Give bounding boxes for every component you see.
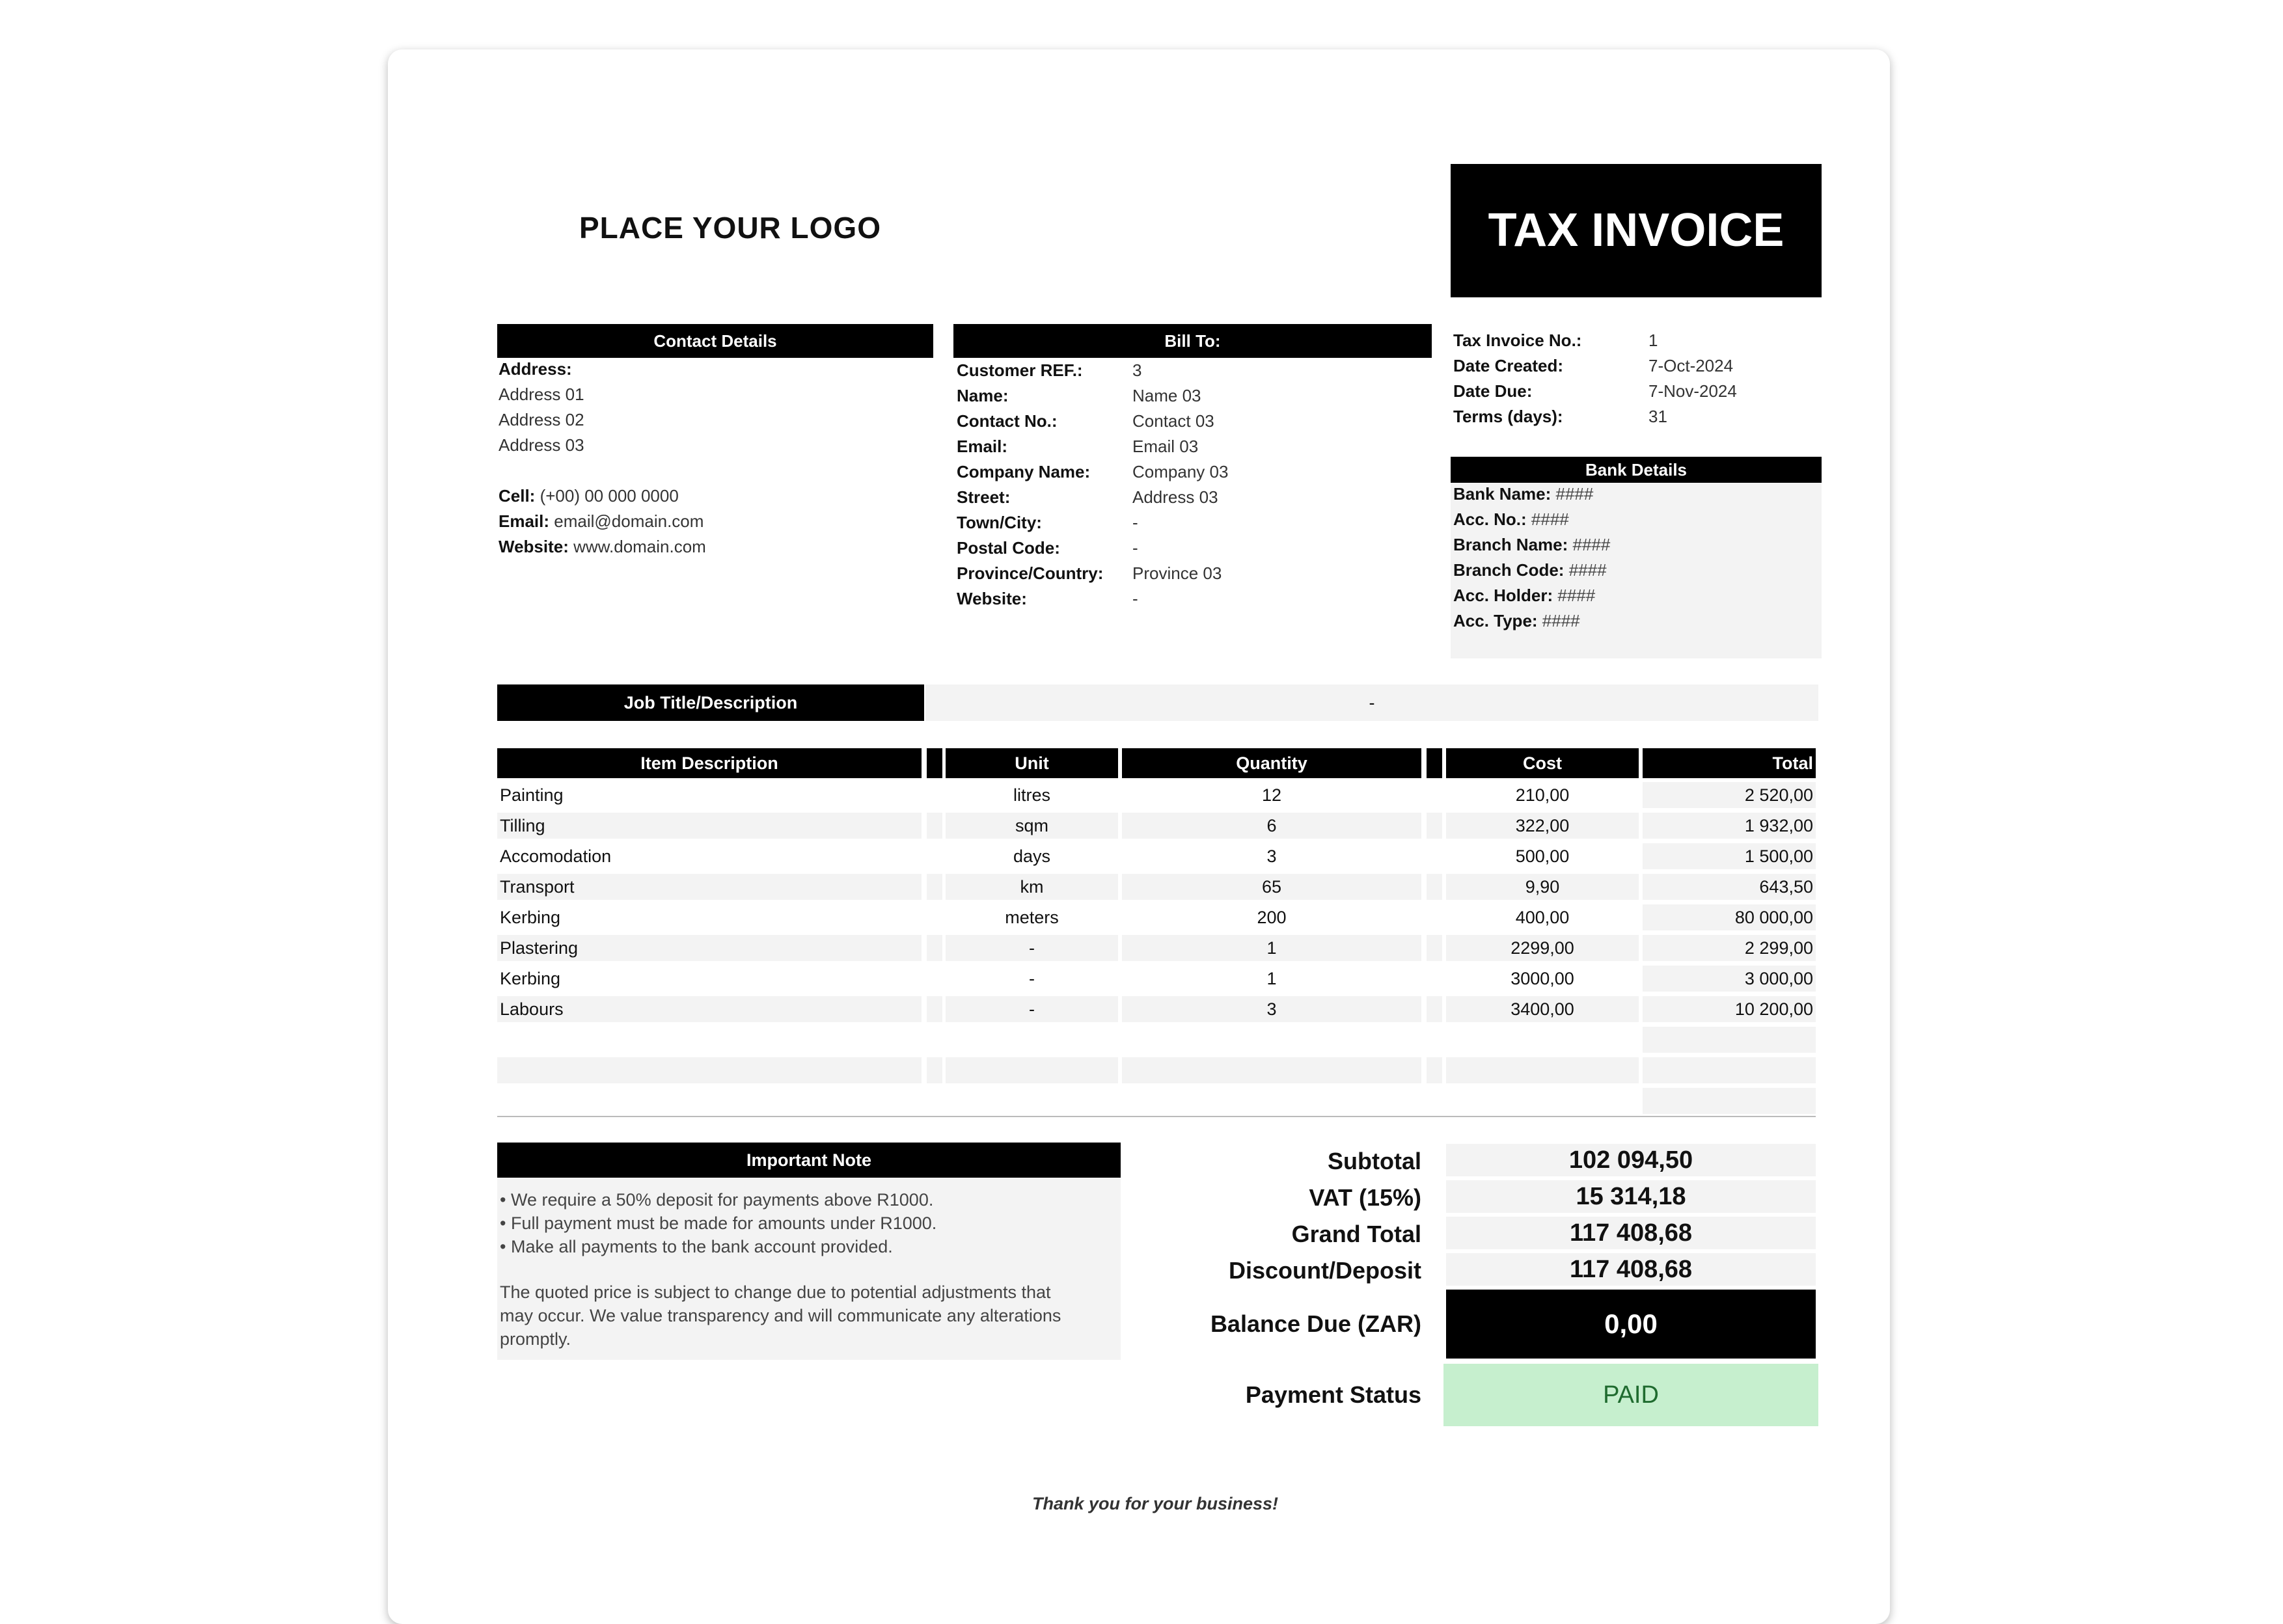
item-cost-cell[interactable] xyxy=(1446,1088,1639,1114)
item-cost-cell[interactable]: 500,00 xyxy=(1515,846,1570,866)
item-description-cell[interactable] xyxy=(497,1088,922,1114)
subtotal-label: Subtotal xyxy=(1328,1148,1421,1174)
important-note-header: Important Note xyxy=(497,1143,1121,1178)
date-created-value: 7-Oct-2024 xyxy=(1648,356,1734,375)
important-note-bullets xyxy=(500,1188,936,1258)
address-line-3: Address 03 xyxy=(499,435,584,455)
document-title: TAX INVOICE xyxy=(1451,164,1822,297)
vat-value: 15 314,18 xyxy=(1446,1180,1816,1213)
invoice-info-labels xyxy=(1453,328,1581,429)
email-row xyxy=(499,509,706,534)
cell-row xyxy=(499,483,706,509)
important-note-paragraph xyxy=(500,1280,1061,1351)
bill-to-label: Province/Country: xyxy=(957,563,1104,583)
bill-to-labels xyxy=(957,358,1103,612)
item-description-cell[interactable]: Kerbing xyxy=(500,969,561,988)
bill-to-value: Address 03 xyxy=(1132,487,1218,507)
bill-to-value: - xyxy=(1132,538,1138,558)
item-total-cell[interactable]: 3 000,00 xyxy=(1643,966,1816,992)
job-title-value[interactable]: - xyxy=(925,684,1818,721)
invoice-number-value: 1 xyxy=(1648,331,1658,350)
spacer-cell xyxy=(927,782,942,808)
item-quantity-cell[interactable]: 200 xyxy=(1257,908,1287,927)
spacer-cell xyxy=(1427,935,1442,961)
cell-value: (+00) 00 000 0000 xyxy=(540,486,679,506)
bill-to-label: Email: xyxy=(957,437,1008,456)
bill-to-label: Customer REF.: xyxy=(957,360,1083,380)
spacer-cell xyxy=(1427,966,1442,992)
bill-to-value: Email 03 xyxy=(1132,437,1199,456)
bank-field-label: Branch Code: xyxy=(1453,560,1565,580)
item-total-cell[interactable]: 1 932,00 xyxy=(1643,813,1816,839)
item-cost-cell[interactable] xyxy=(1446,1027,1639,1053)
spacer-cell xyxy=(1427,813,1442,839)
bill-to-label: Name: xyxy=(957,386,1009,405)
item-unit-cell[interactable]: - xyxy=(1029,969,1035,988)
address-line-2: Address 02 xyxy=(499,410,584,429)
spacer-cell xyxy=(927,935,942,961)
spacer-cell xyxy=(1427,1088,1442,1114)
column-header-unit: Unit xyxy=(946,748,1118,778)
payment-status-badge: PAID xyxy=(1443,1364,1818,1426)
spacer-cell xyxy=(1427,1027,1442,1053)
email-label: Email: xyxy=(499,511,550,531)
item-quantity-cell[interactable]: 3 xyxy=(1266,846,1277,866)
discount-value: 117 408,68 xyxy=(1446,1253,1816,1286)
item-unit-cell[interactable] xyxy=(946,1088,1118,1114)
bank-field-value: #### xyxy=(1531,509,1569,529)
item-cost-cell[interactable]: 400,00 xyxy=(1515,908,1570,927)
website-label: Website: xyxy=(499,537,569,556)
spacer-cell xyxy=(1427,996,1442,1022)
item-total-cell[interactable] xyxy=(1643,1027,1816,1053)
bank-field-label: Acc. Type: xyxy=(1453,611,1538,630)
date-due-label: Date Due: xyxy=(1453,381,1533,401)
item-unit-cell[interactable] xyxy=(946,1027,1118,1053)
spacer-cell xyxy=(927,966,942,992)
column-header-spacer xyxy=(927,748,942,778)
column-header-description: Item Description xyxy=(497,748,922,778)
item-quantity-cell[interactable] xyxy=(1122,1088,1421,1114)
item-quantity-cell[interactable]: 65 xyxy=(1122,874,1421,900)
balance-due-value: 0,00 xyxy=(1446,1290,1816,1359)
bill-to-value: - xyxy=(1132,513,1138,532)
bank-details xyxy=(1453,481,1610,634)
address-line-1: Address 01 xyxy=(499,385,584,404)
spacer-cell xyxy=(927,874,942,900)
bill-to-label: Postal Code: xyxy=(957,538,1060,558)
bill-to-label: Town/City: xyxy=(957,513,1042,532)
item-total-cell[interactable] xyxy=(1643,1088,1816,1114)
bill-to-label: Contact No.: xyxy=(957,411,1058,431)
bill-to-value: Name 03 xyxy=(1132,386,1201,405)
item-quantity-cell[interactable]: 1 xyxy=(1122,935,1421,961)
note-bullet: • Make all payments to the bank account provided. xyxy=(500,1237,893,1256)
note-bullet: • We require a 50% deposit for payments above R1000. xyxy=(500,1190,934,1210)
vat-label: VAT (15%) xyxy=(1309,1184,1421,1211)
item-quantity-cell[interactable]: 3 xyxy=(1122,996,1421,1022)
invoice-number-label: Tax Invoice No.: xyxy=(1453,331,1582,350)
item-unit-cell[interactable]: sqm xyxy=(946,813,1118,839)
spacer-cell xyxy=(1427,782,1442,808)
grand-total-label: Grand Total xyxy=(1291,1221,1421,1247)
bank-field-value: #### xyxy=(1572,535,1611,554)
balance-due-label: Balance Due (ZAR) xyxy=(1210,1310,1421,1337)
table-bottom-rule xyxy=(497,1116,1816,1117)
bill-to-value: Contact 03 xyxy=(1132,411,1214,431)
grand-total-value: 117 408,68 xyxy=(1446,1217,1816,1249)
bank-field-label: Branch Name: xyxy=(1453,535,1568,554)
item-description-cell[interactable]: Kerbing xyxy=(500,908,561,927)
item-description-cell[interactable]: Plastering xyxy=(497,935,922,961)
bill-to-values xyxy=(1132,358,1228,612)
item-unit-cell[interactable]: - xyxy=(946,935,1118,961)
item-cost-cell[interactable] xyxy=(1446,1057,1639,1083)
spacer-cell xyxy=(927,1027,942,1053)
spacer-cell xyxy=(927,996,942,1022)
bill-to-value: - xyxy=(1132,589,1138,608)
job-title-label: Job Title/Description xyxy=(497,684,924,721)
thank-you-message: Thank you for your business! xyxy=(1032,1494,1279,1513)
bill-to-header: Bill To: xyxy=(953,324,1432,358)
item-quantity-cell[interactable] xyxy=(1122,1027,1421,1053)
item-cost-cell[interactable]: 3000,00 xyxy=(1511,969,1574,988)
spacer-cell xyxy=(1427,904,1442,930)
bank-field-value: #### xyxy=(1557,586,1596,605)
bill-to-label: Street: xyxy=(957,487,1011,507)
bill-to-value: Province 03 xyxy=(1132,563,1222,583)
date-due-value: 7-Nov-2024 xyxy=(1648,381,1737,401)
terms-value: 31 xyxy=(1648,407,1667,426)
bill-to-label: Company Name: xyxy=(957,462,1091,481)
spacer-cell xyxy=(927,904,942,930)
logo-placeholder: PLACE YOUR LOGO xyxy=(579,211,881,245)
item-description-cell[interactable]: Transport xyxy=(497,874,922,900)
item-total-cell[interactable] xyxy=(1643,1057,1816,1083)
bank-field-value: #### xyxy=(1542,611,1580,630)
note-line: The quoted price is subject to change due to potential adjustments that xyxy=(500,1282,1051,1302)
item-description-cell[interactable]: Tilling xyxy=(497,813,922,839)
item-description-cell[interactable]: Painting xyxy=(500,785,564,805)
bank-field-value: #### xyxy=(1568,560,1607,580)
item-description-cell[interactable]: Accomodation xyxy=(500,846,612,866)
column-header-spacer xyxy=(1427,748,1442,778)
item-cost-cell[interactable]: 2299,00 xyxy=(1446,935,1639,961)
item-total-cell[interactable]: 643,50 xyxy=(1643,874,1816,900)
item-cost-cell[interactable]: 9,90 xyxy=(1446,874,1639,900)
item-total-cell[interactable]: 1 500,00 xyxy=(1643,843,1816,869)
note-line: may occur. We value transparency and will communicate any alterations xyxy=(500,1306,1061,1325)
spacer-cell xyxy=(1427,843,1442,869)
item-cost-cell[interactable]: 210,00 xyxy=(1515,785,1570,805)
column-header-quantity: Quantity xyxy=(1122,748,1421,778)
contact-details xyxy=(499,357,706,560)
bank-field-label: Acc. Holder: xyxy=(1453,586,1553,605)
bank-field-value: #### xyxy=(1555,484,1594,504)
bill-to-value: Company 03 xyxy=(1132,462,1229,481)
item-total-cell[interactable]: 2 520,00 xyxy=(1643,782,1816,808)
spacer-cell xyxy=(1427,1057,1442,1083)
website-value[interactable]: www.domain.com xyxy=(573,537,706,556)
bank-details-header: Bank Details xyxy=(1451,457,1822,483)
subtotal-value: 102 094,50 xyxy=(1446,1144,1816,1176)
item-unit-cell[interactable]: - xyxy=(946,996,1118,1022)
spacer-cell xyxy=(927,1057,942,1083)
item-cost-cell[interactable]: 322,00 xyxy=(1446,813,1639,839)
address-label: Address: xyxy=(499,359,572,379)
invoice-info-values xyxy=(1648,328,1737,429)
item-description-cell[interactable] xyxy=(497,1057,922,1083)
date-created-label: Date Created: xyxy=(1453,356,1564,375)
cell-label: Cell: xyxy=(499,486,536,506)
note-bullet: • Full payment must be made for amounts under R1000. xyxy=(500,1213,937,1233)
item-description-cell[interactable]: Labours xyxy=(497,996,922,1022)
terms-label: Terms (days): xyxy=(1453,407,1563,426)
item-description-cell[interactable] xyxy=(497,1027,922,1053)
bank-field-label: Acc. No.: xyxy=(1453,509,1527,529)
bill-to-label: Website: xyxy=(957,589,1027,608)
item-quantity-cell[interactable] xyxy=(1122,1057,1421,1083)
column-header-total: Total xyxy=(1643,748,1816,778)
item-unit-cell[interactable]: days xyxy=(1013,846,1051,866)
item-total-cell[interactable]: 2 299,00 xyxy=(1643,935,1816,961)
item-total-cell[interactable]: 80 000,00 xyxy=(1643,904,1816,930)
spacer-cell xyxy=(1427,874,1442,900)
bill-to-value: 3 xyxy=(1132,360,1142,380)
email-value[interactable]: email@domain.com xyxy=(554,511,704,531)
item-total-cell[interactable]: 10 200,00 xyxy=(1643,996,1816,1022)
discount-label: Discount/Deposit xyxy=(1228,1257,1421,1284)
website-row xyxy=(499,534,706,560)
item-unit-cell[interactable]: km xyxy=(946,874,1118,900)
bank-field-label: Bank Name: xyxy=(1453,484,1552,504)
spacer-cell xyxy=(927,813,942,839)
spacer-cell xyxy=(927,1088,942,1114)
payment-status-label: Payment Status xyxy=(1245,1381,1421,1408)
item-unit-cell[interactable] xyxy=(946,1057,1118,1083)
item-quantity-cell[interactable]: 12 xyxy=(1261,785,1282,805)
spacer-cell xyxy=(927,843,942,869)
column-header-cost: Cost xyxy=(1446,748,1639,778)
item-unit-cell[interactable]: litres xyxy=(1013,785,1050,805)
note-line: promptly. xyxy=(500,1329,571,1349)
item-unit-cell[interactable]: meters xyxy=(1005,908,1059,927)
item-quantity-cell[interactable]: 1 xyxy=(1266,969,1277,988)
contact-details-header: Contact Details xyxy=(497,324,933,358)
item-quantity-cell[interactable]: 6 xyxy=(1122,813,1421,839)
item-cost-cell[interactable]: 3400,00 xyxy=(1446,996,1639,1022)
